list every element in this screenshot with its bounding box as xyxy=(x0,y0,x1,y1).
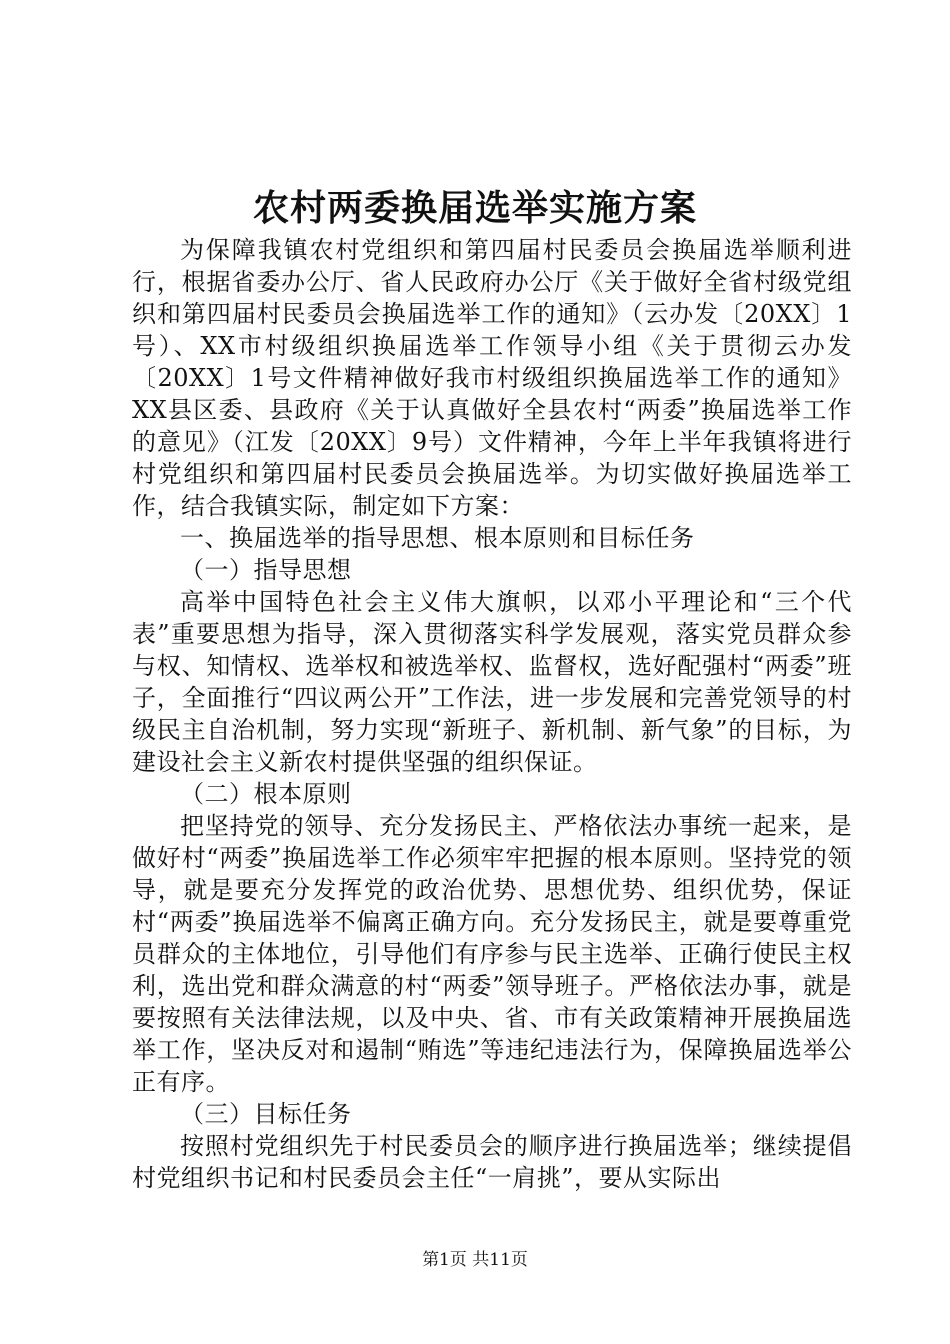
guiding-ideology-paragraph: 高举中国特色社会主义伟大旗帜，以邓小平理论和“三个代表”重要思想为指导，深入贯彻落实科学发展观，落实党员群众参与权、知情权、选举权和被选举权、监督权，选好配强村“两委”班子，全面推行“四议两公开”工作法，进一步发展和完善党领导的村级民主自治机制，努力实现“新班子、新机制、新气象”的目标，为建设社会主义新农村提供坚强的组织保证。 xyxy=(132,588,852,776)
subsection-heading-guiding-ideology: （一）指导思想 xyxy=(180,556,352,584)
document-body xyxy=(132,234,852,1194)
intro-paragraph: 为保障我镇农村党组织和第四届村民委员会换届选举顺利进行，根据省委办公厅、省人民政府办公厅《关于做好全省村级党组织和第四届村民委员会换届选举工作的通知》（云办发〔20XX〕1号）、XX市村级组织换届选举工作领导小组《关于贯彻云办发〔20XX〕1号文件精神做好我市村级组织换届选举工作的通知》XX县区委、县政府《关于认真做好全县农村“两委”换届选举工作的意见》（江发〔20XX〕9号）文件精神，今年上半年我镇将进行村党组织和第四届村民委员会换届选举。为切实做好换届选举工作，结合我镇实际，制定如下方案： xyxy=(132,236,852,520)
page-footer: 第1页 共11页 xyxy=(422,1250,528,1270)
tasks-paragraph: 按照村党组织先于村民委员会的顺序进行换届选举；继续提倡村党组织书记和村民委员会主任“一肩挑”，要从实际出 xyxy=(132,1132,852,1192)
subsection-heading-principles: （二）根本原则 xyxy=(180,780,352,808)
subsection-heading-tasks: （三）目标任务 xyxy=(180,1100,352,1128)
section-heading-1: 一、换届选举的指导思想、根本原则和目标任务 xyxy=(180,524,695,552)
principles-paragraph: 把坚持党的领导、充分发扬民主、严格依法办事统一起来，是做好村“两委”换届选举工作必须牢牢把握的根本原则。坚持党的领导，就是要充分发挥党的政治优势、思想优势、组织优势，保证村“两委”换届选举不偏离正确方向。充分发扬民主，就是要尊重党员群众的主体地位，引导他们有序参与民主选举、正确行使民主权利，选出党和群众满意的村“两委”领导班子。严格依法办事，就是要按照有关法律法规，以及中央、省、市有关政策精神开展换届选举工作，坚决反对和遏制“贿选”等违纪违法行为，保障换届选举公正有序。 xyxy=(132,812,852,1096)
document-title: 农村两委换届选举实施方案 xyxy=(252,187,697,229)
